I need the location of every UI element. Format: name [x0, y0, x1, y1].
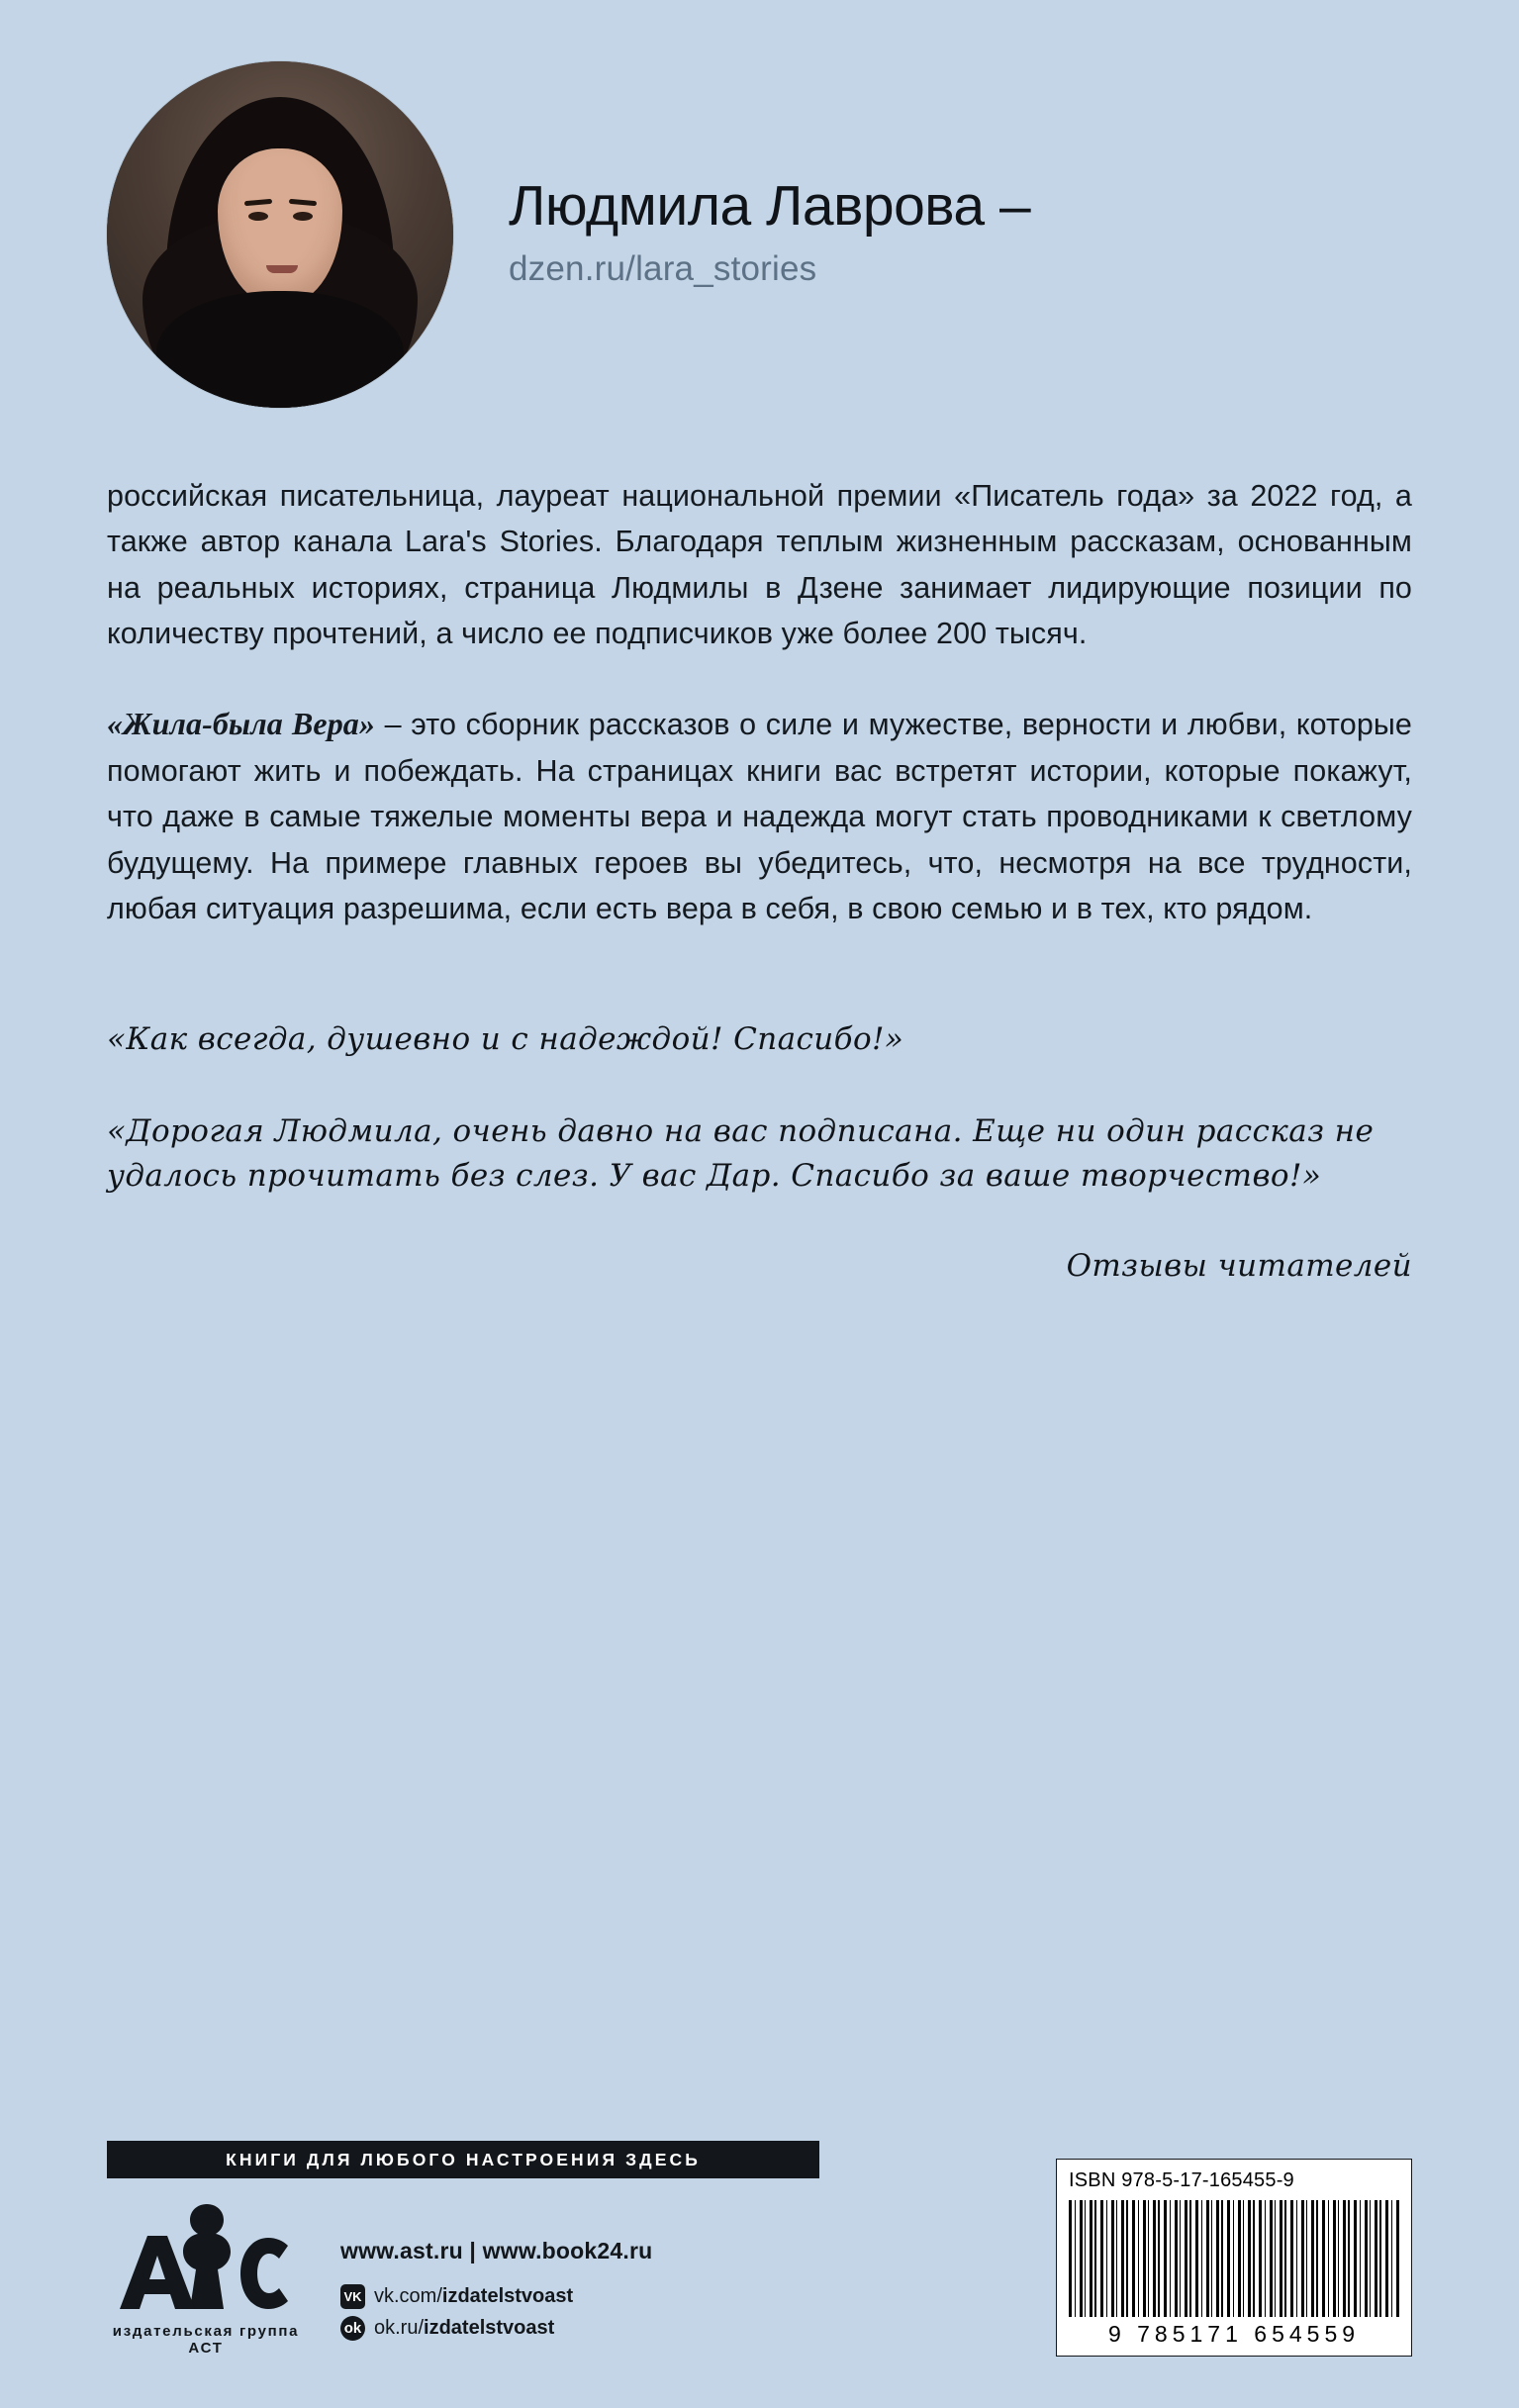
- book-annotation-paragraph: [107, 700, 1412, 931]
- social-link-vk[interactable]: [340, 2280, 652, 2312]
- author-header: [107, 0, 1412, 408]
- footer-publisher-block: [107, 2141, 839, 2357]
- author-channel-link[interactable]: dzen.ru/lara_stories: [509, 249, 817, 289]
- avatar-eye-right: [293, 212, 313, 221]
- review-quote-2: «Дорогая Людмила, очень давно на вас подписана. Еще ни один рассказ не удалось прочитать без слез. У вас Дар. Спасибо за ваше творчество!»: [107, 1112, 1375, 1194]
- publisher-tagline: КНИГИ ДЛЯ ЛЮБОГО НАСТРОЕНИЯ ЗДЕСЬ: [107, 2141, 819, 2178]
- ast-logo-icon: [112, 2202, 300, 2311]
- publisher-websites[interactable]: www.ast.ru | www.book24.ru: [340, 2238, 653, 2264]
- ok-icon: ok: [340, 2316, 365, 2341]
- social-link-ok-label: ok.ru/izdatelstvoast: [374, 2317, 555, 2339]
- barcode-image: [1069, 2200, 1399, 2317]
- social-links: [340, 2280, 652, 2344]
- book-annotation-body: – это сборник рассказов о силе и мужестве, верности и любви, которые помогают жить и побеждать. На страницах книги вас встретят истории, которые покажут, что даже в самые тяжелые моменты вера и надежда могут стать проводниками к светлому будущему. На примере главных героев вы убедитесь, что, несмотря на все трудности, любая ситуация разрешима, если есть вера в себя, в свою семью и в тех, кто рядом.: [107, 708, 1412, 926]
- avatar: [107, 61, 453, 408]
- vk-icon: VK: [340, 2284, 365, 2309]
- avatar-eye-left: [248, 212, 268, 221]
- footer-links: [305, 2202, 652, 2344]
- avatar-mouth: [266, 265, 298, 273]
- book-title: «Жила-была Вера»: [107, 706, 376, 742]
- avatar-body: [156, 291, 404, 408]
- author-bio-paragraph: российская писательница, лауреат национальной премии «Писатель года» за 2022 год, а также автор канала Lara's Stories. Благодаря теплым жизненным рассказам, основанным на реальных историях, страница Людмилы в Дзене занимает лидирующие позиции по количеству прочтений, а число ее подписчиков уже более 200 тысяч.: [107, 479, 1412, 651]
- reviews-credit: Отзывы читателей: [1066, 1248, 1412, 1285]
- back-cover-text: [107, 473, 1412, 932]
- ast-logo-caption: издательская группа АСТ: [112, 2323, 300, 2357]
- reader-reviews: [107, 1017, 1412, 1290]
- social-link-vk-label: vk.com/izdatelstvoast: [374, 2285, 574, 2307]
- author-title-block: [453, 61, 1030, 289]
- footer: [107, 2141, 1412, 2357]
- ast-logo[interactable]: [107, 2202, 305, 2357]
- review-quote-1: «Как всегда, душевно и с надеждой! Спасибо!»: [107, 1020, 904, 1057]
- isbn-label: ISBN 978-5-17-165455-9: [1069, 2169, 1294, 2191]
- isbn-barcode-block: [1056, 2159, 1412, 2357]
- footer-row: [107, 2202, 839, 2357]
- social-link-ok[interactable]: [340, 2312, 652, 2344]
- author-name: Людмила Лаврова –: [509, 174, 1031, 238]
- barcode-digits: 9 785171 654559: [1107, 2321, 1361, 2347]
